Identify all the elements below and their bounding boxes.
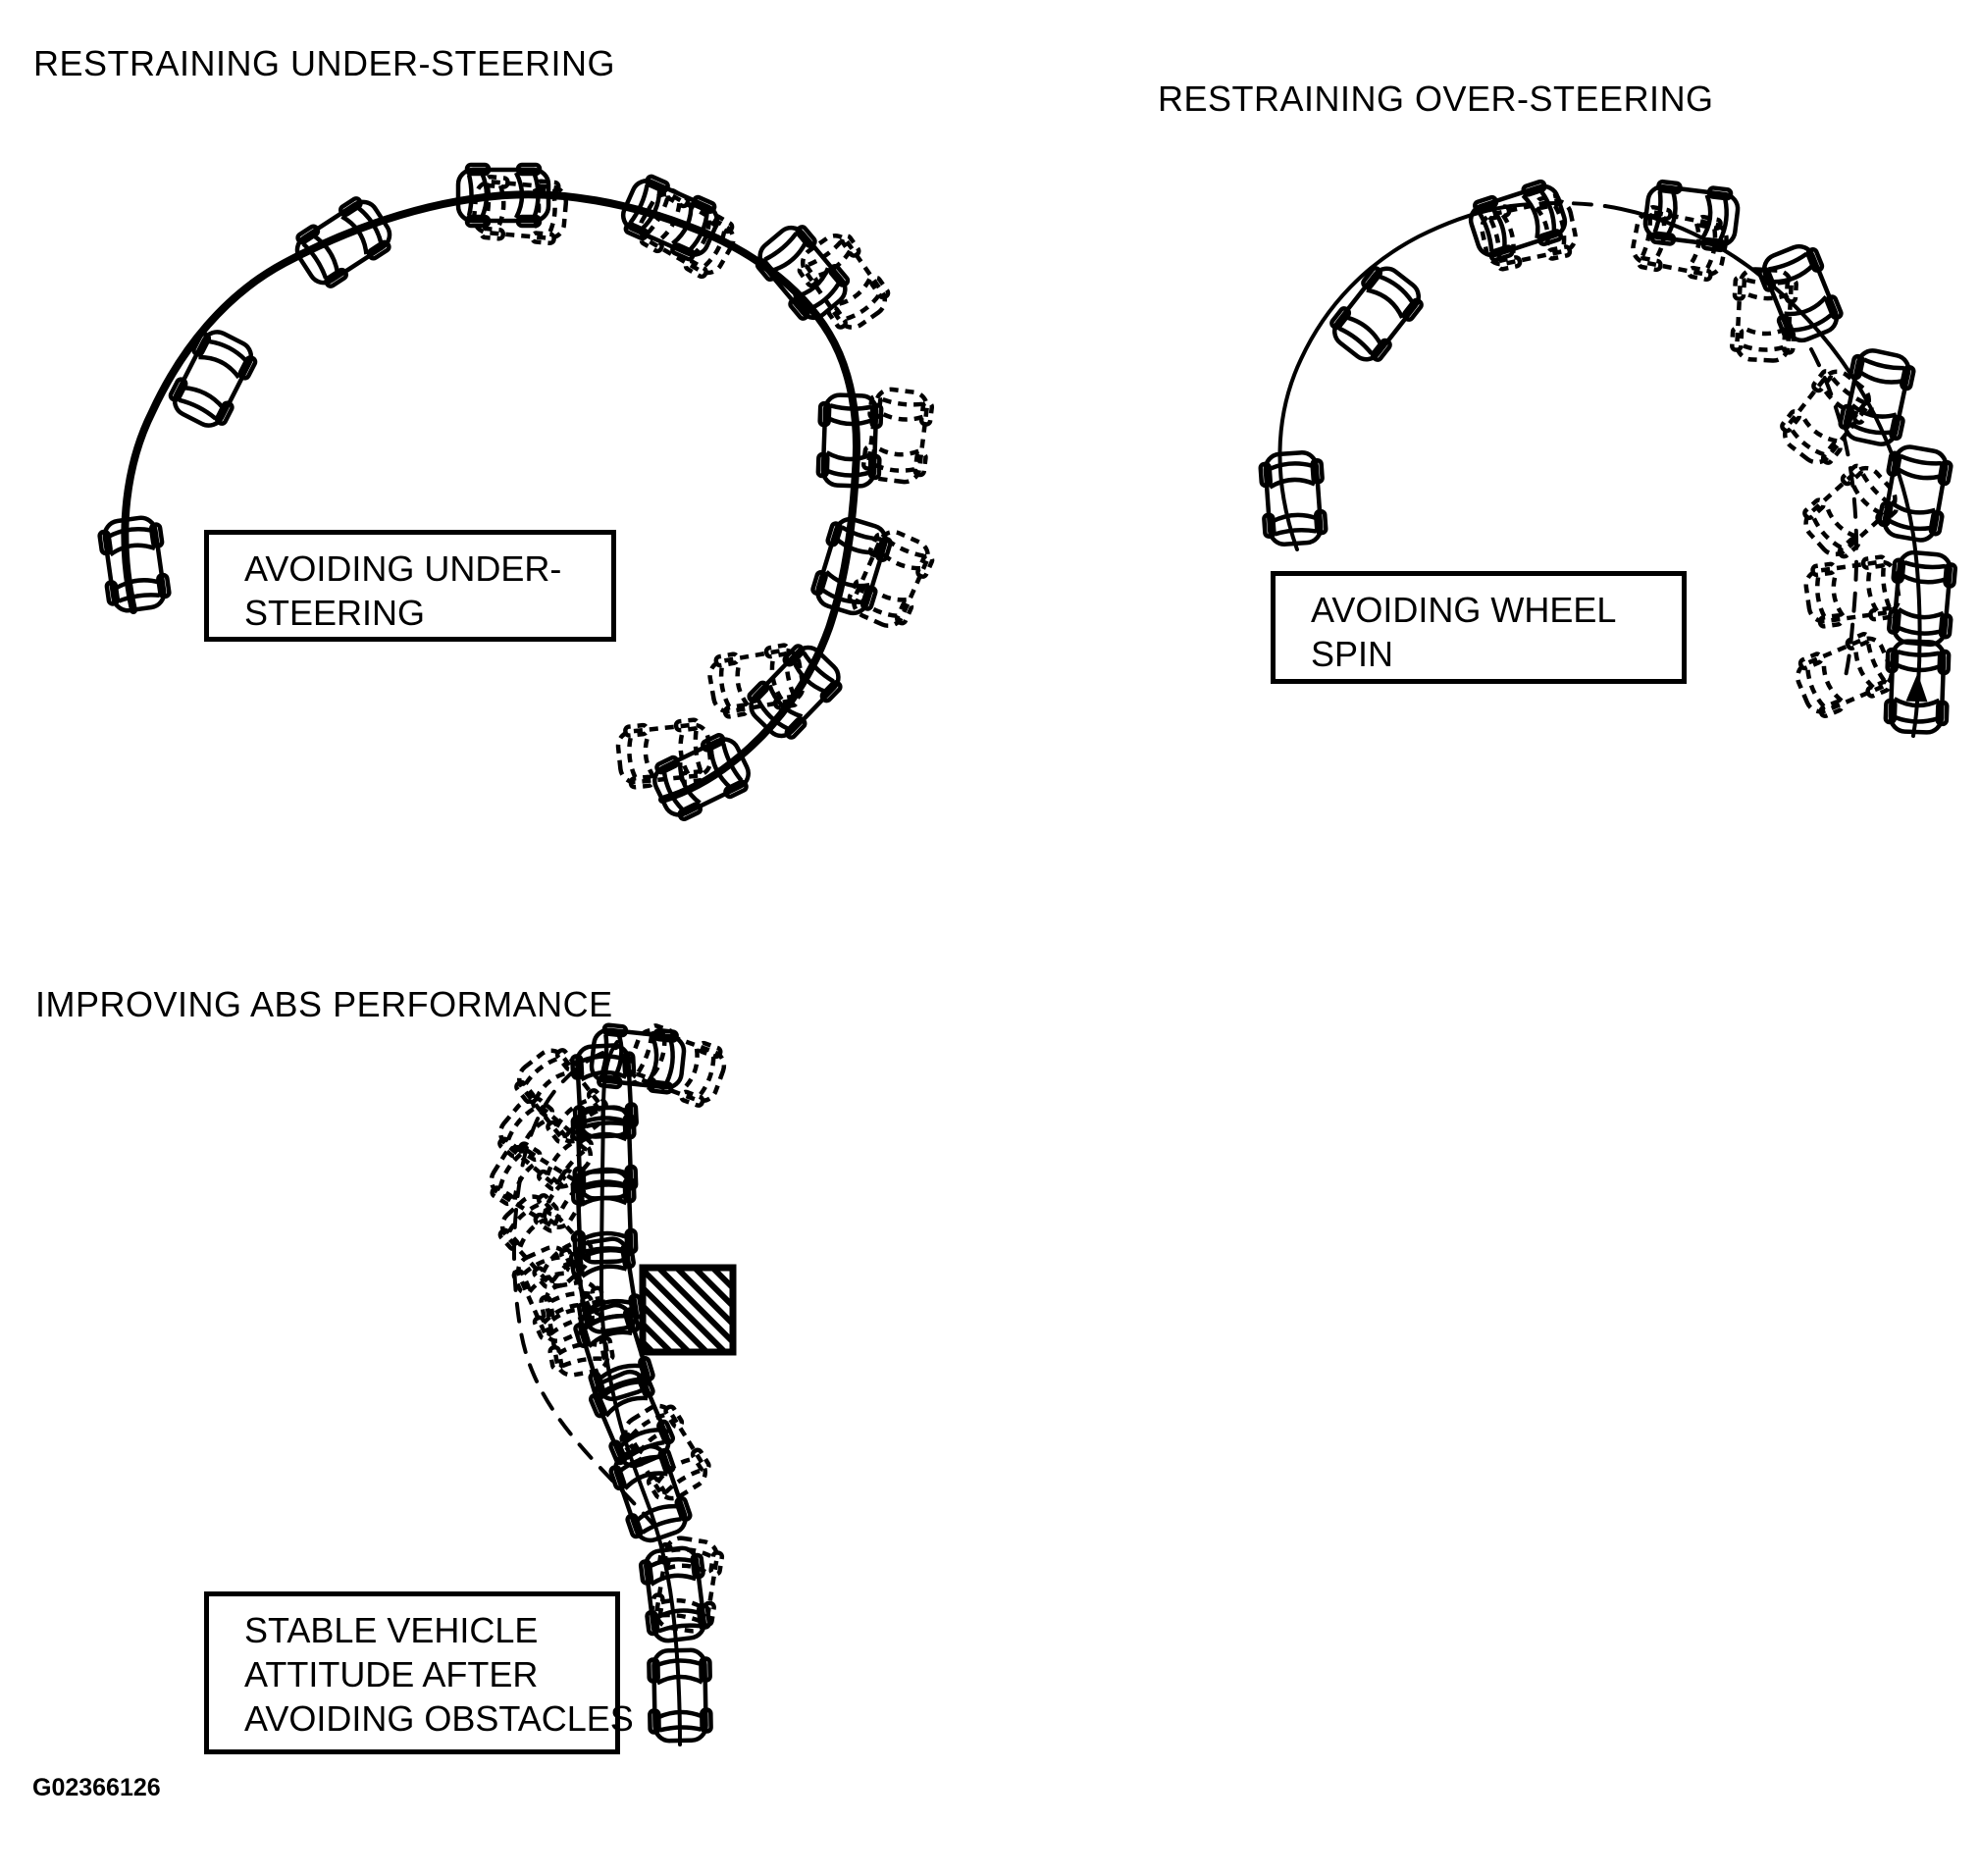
caption-line: AVOIDING OBSTACLES [244,1698,634,1739]
ghost-car-sprite [1803,555,1901,628]
caption-box-stable-attitude [204,1591,634,1754]
caption-line: ATTITUDE AFTER [244,1654,539,1694]
over-steering-title: RESTRAINING OVER-STEERING [1158,78,1714,119]
under-steering-diagram [98,165,937,824]
final-position-arrow [1905,673,1928,703]
caption-line: STEERING [244,593,426,633]
car-sprite [1877,443,1953,543]
trajectory-path-solid [1279,206,1511,549]
ghost-car-sprite [484,1137,593,1236]
caption-line: AVOIDING WHEEL [1311,590,1617,630]
ghost-car-sprite [1775,363,1878,472]
car-sprite [1325,260,1428,369]
ghost-car-sprite [633,184,742,283]
caption-line: AVOIDING UNDER- [244,548,562,589]
abs-performance-title: IMPROVING ABS PERFORMANCE [35,984,613,1024]
ghost-car-sprite [1792,629,1899,720]
under-steering-title: RESTRAINING UNDER-STEERING [33,43,616,83]
caption-box-wheel-spin [1271,571,1687,684]
car-sprite [289,192,398,292]
car-sprite [1888,550,1956,646]
figure-id-label: G02366126 [32,1774,161,1801]
car-sprite [98,515,171,613]
ghost-car-sprite [616,718,712,788]
caption-line: SPIN [1311,634,1394,674]
car-sprite [1260,451,1327,546]
ghost-car-sprite [845,525,937,632]
trajectory-path-solid [125,194,857,800]
caption-box-under-steering [204,530,616,642]
obstacle-hatched-block [643,1268,733,1352]
car-sprite [165,325,260,433]
caption-line: STABLE VEHICLE [244,1610,539,1650]
car-sprite [1838,347,1916,448]
car-sprite [1755,240,1846,347]
